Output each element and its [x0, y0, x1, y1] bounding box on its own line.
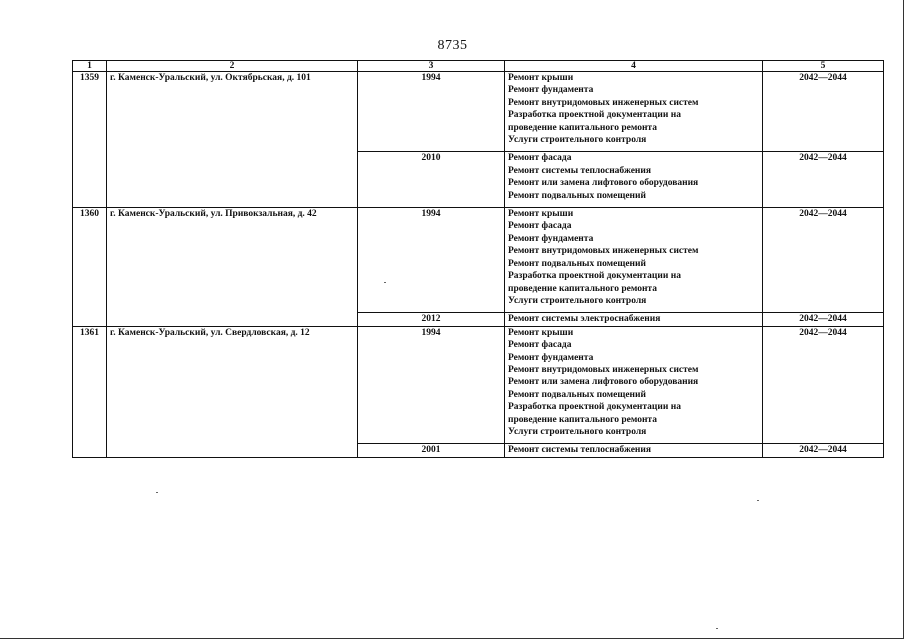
scan-speck — [716, 628, 718, 629]
work-item: Ремонт системы электроснабжения — [508, 314, 661, 325]
work-item: Ремонт крыши — [508, 327, 574, 338]
work-item: Услуги строительного контроля — [508, 135, 647, 146]
row-number-cell: 1360 — [73, 208, 107, 327]
work-item: Ремонт подвальных помещений — [508, 258, 646, 269]
address-cell: г. Каменск-Уральский, ул. Привокзальная, д. 42 — [107, 208, 358, 327]
work-item: Ремонт крыши — [508, 73, 574, 83]
work-item: Ремонт крыши — [508, 209, 574, 220]
scan-speck — [384, 282, 386, 283]
year-cell: 2010 — [358, 152, 505, 208]
work-item: Ремонт или замена лифтового оборудования — [508, 178, 699, 189]
period-cell: 2042—2044 — [763, 152, 884, 208]
column-header: 2 — [107, 61, 358, 72]
works-cell — [505, 444, 763, 457]
work-item: Разработка проектной документации на — [508, 402, 681, 413]
year-cell: 1994 — [358, 326, 505, 444]
cell-spacer — [508, 307, 759, 312]
year-cell: 2001 — [358, 444, 505, 457]
address-cell: г. Каменск-Уральский, ул. Октябрьская, д. 101 — [107, 72, 358, 208]
work-item: Ремонт фасада — [508, 340, 572, 351]
work-item: Ремонт системы теплоснабжения — [508, 165, 652, 176]
row-number-cell: 1361 — [73, 326, 107, 457]
work-item: Ремонт внутридомовых инженерных систем — [508, 364, 699, 375]
scan-speck — [757, 500, 759, 501]
work-item: Ремонт системы теплоснабжения — [508, 445, 652, 456]
work-item: Ремонт внутридомовых инженерных систем — [508, 246, 699, 257]
work-item: Разработка проектной документации на — [508, 271, 681, 282]
table-row — [73, 72, 884, 152]
works-cell — [505, 326, 763, 444]
period-cell: 2042—2044 — [763, 72, 884, 152]
cell-spacer — [508, 438, 759, 443]
period-cell: 2042—2044 — [763, 313, 884, 326]
work-item: проведение капитального ремонта — [508, 414, 657, 425]
work-item: Ремонт фасада — [508, 221, 572, 232]
work-item: Ремонт или замена лифтового оборудования — [508, 377, 699, 388]
work-item: Ремонт фундамента — [508, 233, 594, 244]
header-row — [73, 61, 884, 72]
table-row — [73, 208, 884, 313]
row-number-cell: 1359 — [73, 72, 107, 208]
table-body — [73, 72, 884, 458]
year-cell: 2012 — [358, 313, 505, 326]
cell-spacer — [508, 146, 759, 151]
works-cell — [505, 72, 763, 152]
works-cell — [505, 152, 763, 208]
work-item: Услуги строительного контроля — [508, 295, 647, 306]
address-cell: г. Каменск-Уральский, ул. Свердловская, д. 12 — [107, 326, 358, 457]
cell-spacer — [508, 202, 759, 207]
column-header: 1 — [73, 61, 107, 72]
work-item: Услуги строительного контроля — [508, 426, 647, 437]
work-item: Ремонт фундамента — [508, 352, 594, 363]
year-cell: 1994 — [358, 72, 505, 152]
period-cell: 2042—2044 — [763, 208, 884, 313]
period-cell: 2042—2044 — [763, 444, 884, 457]
period-cell: 2042—2044 — [763, 326, 884, 444]
table-row — [73, 326, 884, 444]
works-cell — [505, 313, 763, 326]
page-number: 8735 — [437, 38, 468, 53]
work-item: Ремонт фундамента — [508, 85, 594, 96]
work-item: проведение капитального ремонта — [508, 283, 657, 294]
work-item: Ремонт подвальных помещений — [508, 389, 646, 400]
scan-speck — [156, 492, 158, 493]
repair-schedule-table — [72, 60, 884, 458]
column-header: 4 — [505, 61, 763, 72]
work-item: Ремонт фасада — [508, 153, 572, 164]
works-cell — [505, 208, 763, 313]
work-item: Ремонт внутридомовых инженерных систем — [508, 97, 699, 108]
work-item: Ремонт подвальных помещений — [508, 190, 646, 201]
work-item: Разработка проектной документации на — [508, 110, 681, 121]
work-item: проведение капитального ремонта — [508, 122, 657, 133]
column-header: 5 — [763, 61, 884, 72]
year-cell: 1994 — [358, 208, 505, 313]
column-header: 3 — [358, 61, 505, 72]
